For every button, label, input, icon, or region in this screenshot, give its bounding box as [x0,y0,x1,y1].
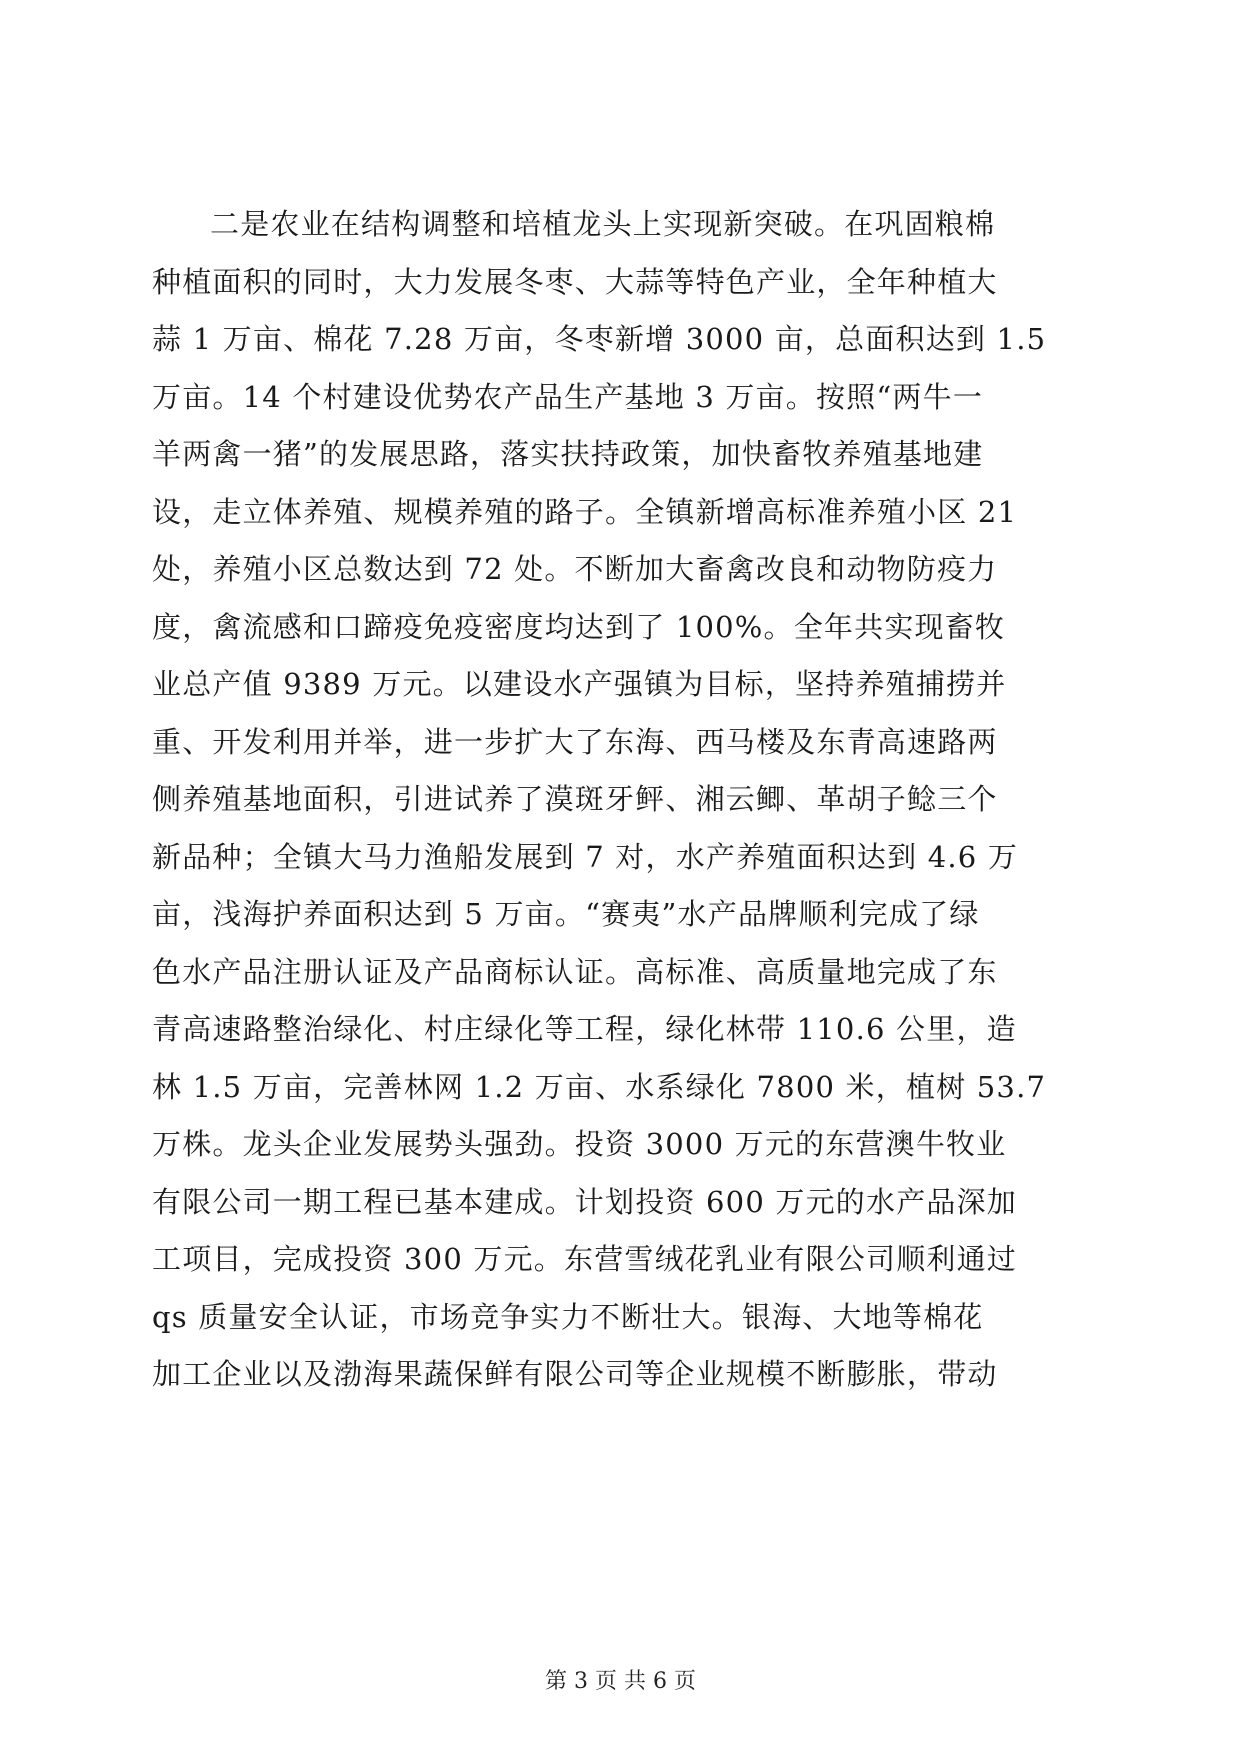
text-line: 加工企业以及渤海果蔬保鲜有限公司等企业规模不断膨胀，带动 [152,1357,998,1391]
text-line: 度，禽流感和口蹄疫免疫密度均达到了 100%。全年共实现畜牧 [152,609,1006,644]
text-line: 万株。龙头企业发展势头强劲。投资 3000 万元的东营澳牛牧业 [152,1127,1007,1161]
text-line: 侧养殖基地面积，引进试养了漠斑牙鲆、湘云鲫、革胡子鲶三个 [152,782,998,816]
text-line: 种植面积的同时，大力发展冬枣、大蒜等特色产业，全年种植大 [152,264,998,299]
text-line: 青高速路整治绿化、村庄绿化等工程，绿化林带 110.6 公里，造 [152,1012,1017,1046]
page-number: 第 3 页 共 6 页 [545,1669,696,1694]
body-paragraph [152,196,1092,1404]
text-line: 设，走立体养殖、规模养殖的路子。全镇新增高标准养殖小区 21 [152,494,1018,529]
text-line: 工项目，完成投资 300 万元。东营雪绒花乳业有限公司顺利通过 [152,1242,1017,1276]
text-line: 林 1.5 万亩，完善林网 1.2 万亩、水系绿化 7800 米，植树 53.7 [152,1069,1047,1104]
text-line: 有限公司一期工程已基本建成。计划投资 600 万元的水产品深加 [152,1184,1017,1219]
text-line: 蒜 1 万亩、棉花 7.28 万亩，冬枣新增 3000 亩，总面积达到 1.5 [152,322,1047,356]
text-line: 处，养殖小区总数达到 72 处。不断加大畜禽改良和动物防疫力 [152,552,998,586]
text-line: 业总产值 9389 万元。以建设水产强镇为目标，坚持养殖捕捞并 [152,667,1007,701]
text-line: 羊两禽一猪”的发展思路，落实扶持政策，加快畜牧养殖基地建 [152,437,984,471]
text-line: 亩，浅海护养面积达到 5 万亩。“赛夷”水产品牌顺利完成了绿 [152,897,980,931]
text-line: 万亩。14 个村建设优势农产品生产基地 3 万亩。按照“两牛一 [152,379,984,414]
text-line: qs 质量安全认证，市场竞争实力不断壮大。银海、大地等棉花 [152,1299,984,1334]
page-footer [0,1664,1241,1695]
text-line: 二是农业在结构调整和培植龙头上实现新突破。在巩固粮棉 [210,207,996,241]
text-line: 新品种；全镇大马力渔船发展到 7 对，水产养殖面积达到 4.6 万 [152,839,1019,874]
text-line: 色水产品注册认证及产品商标认证。高标准、高质量地完成了东 [152,954,998,989]
text-line: 重、开发利用并举，进一步扩大了东海、西马楼及东青高速路两 [152,724,998,759]
